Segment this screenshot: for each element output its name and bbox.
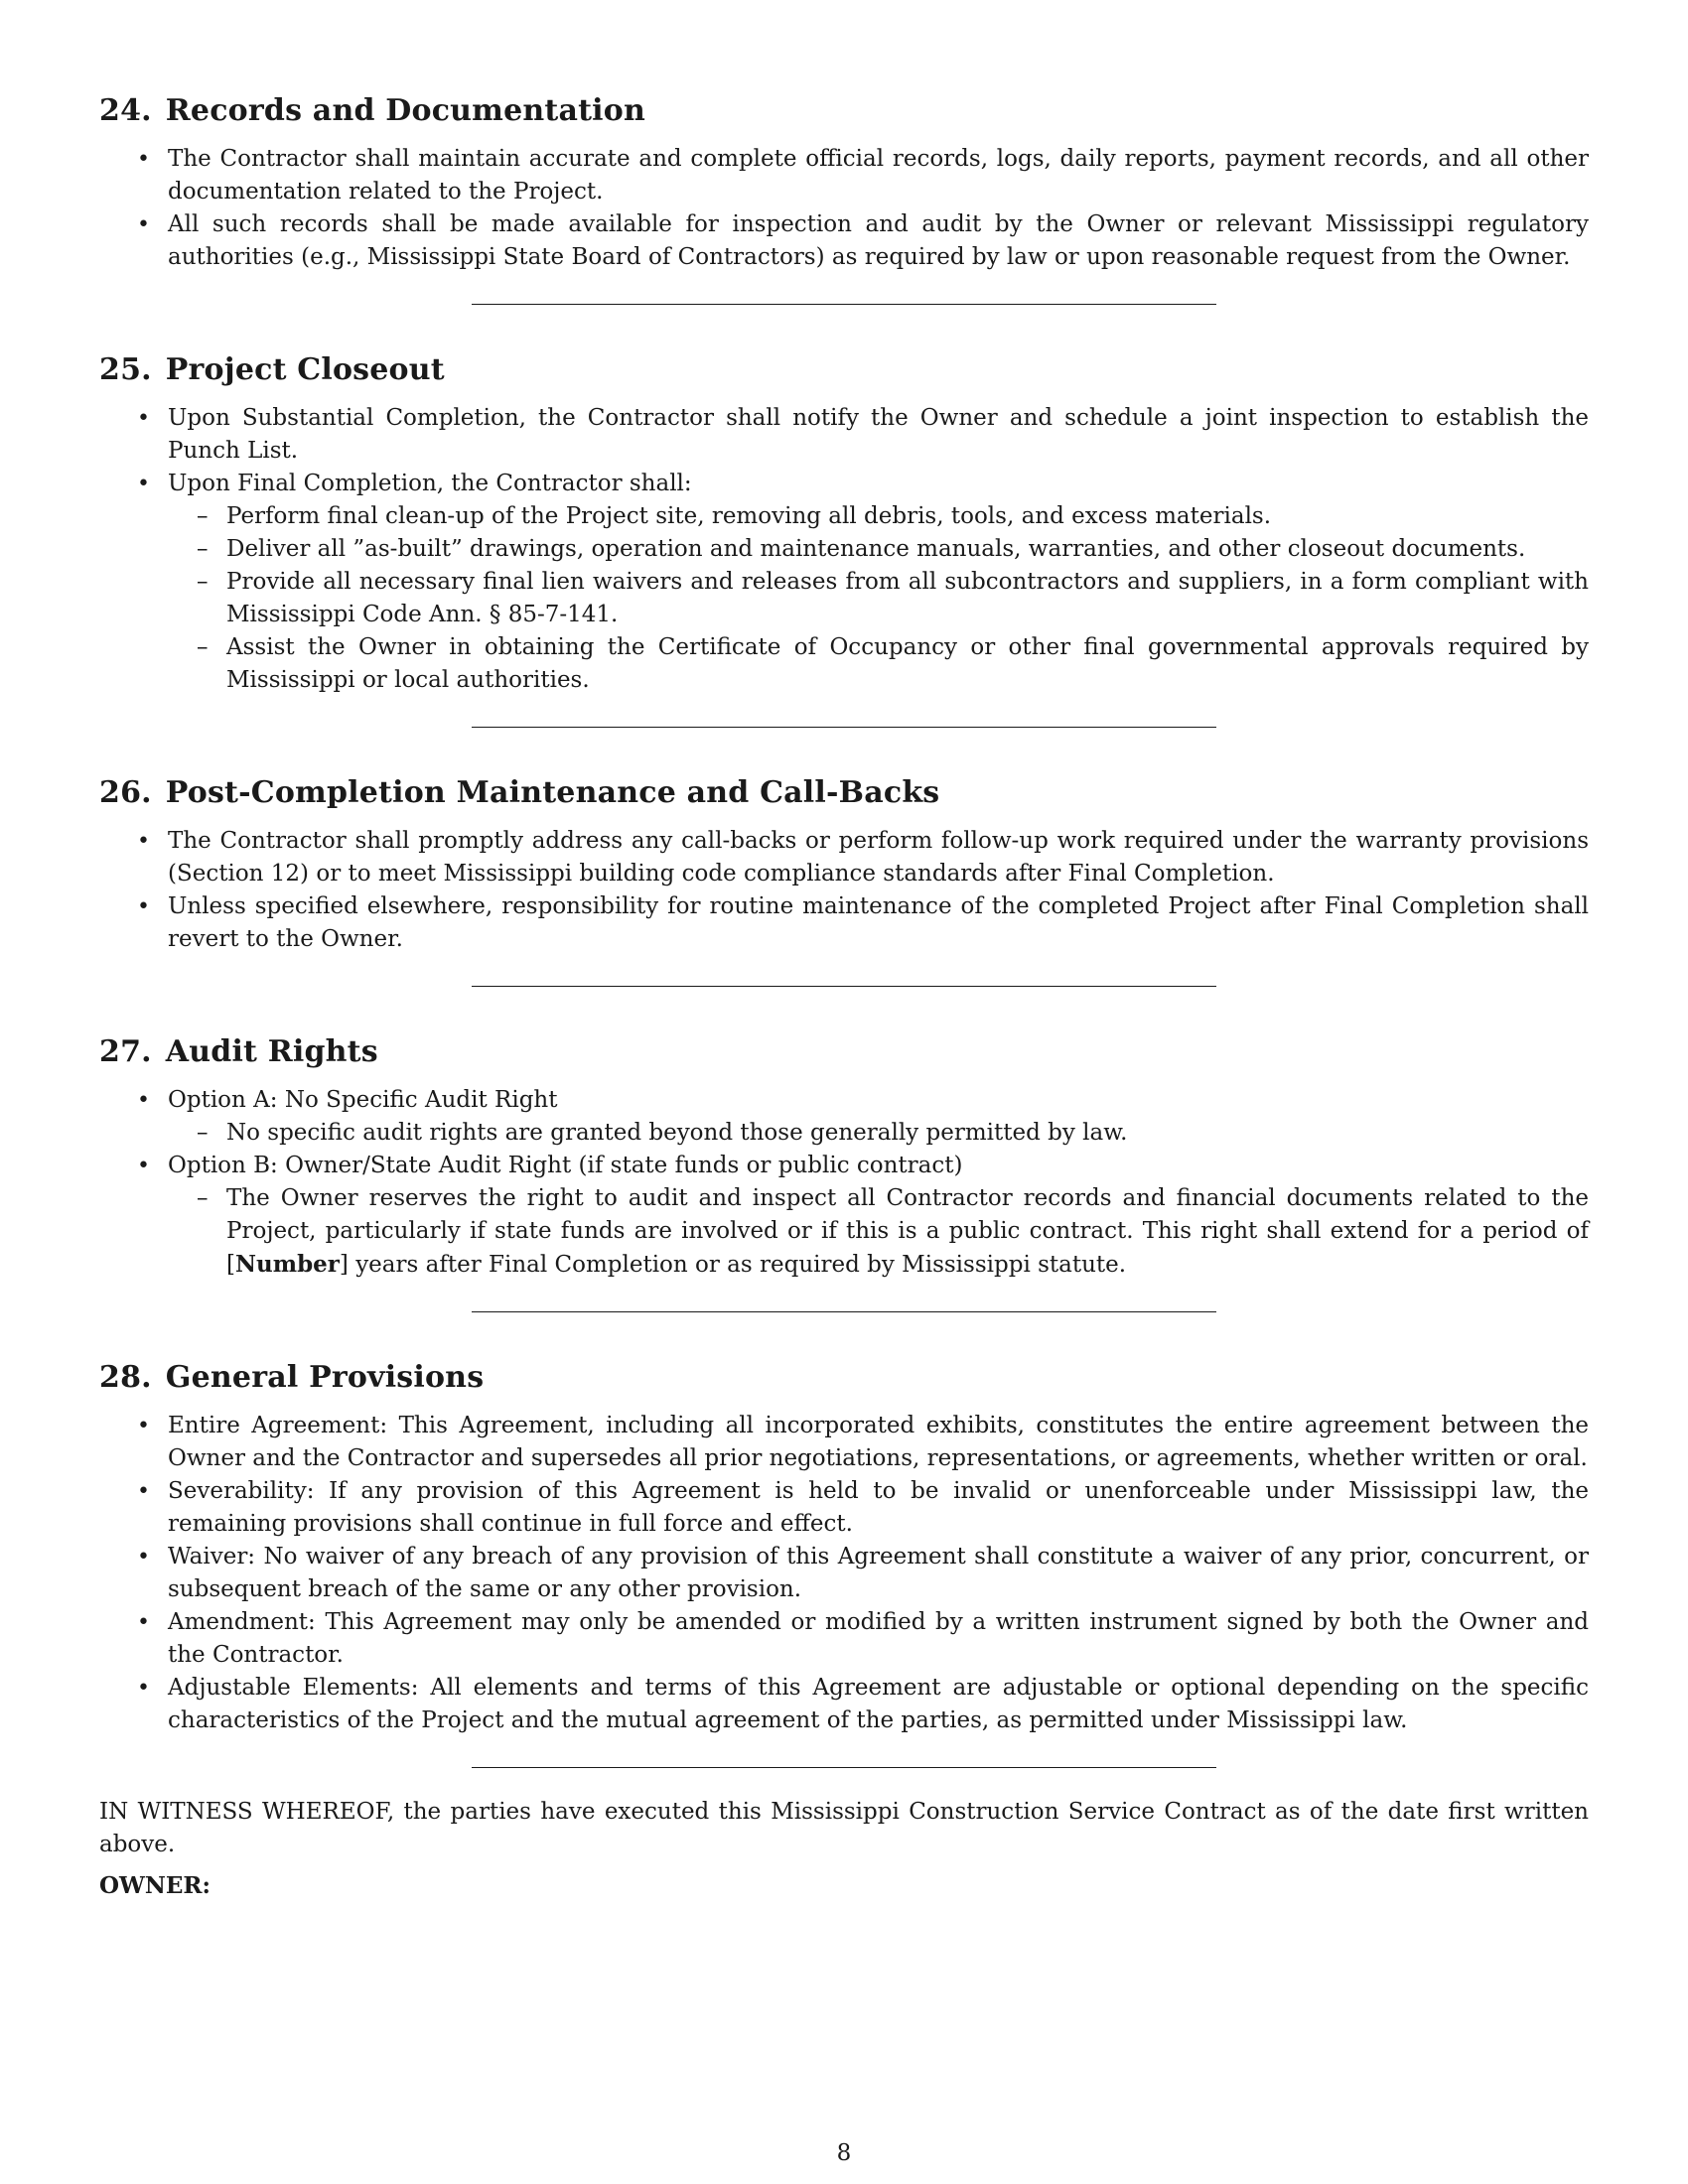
sub-list [99,1182,1589,1282]
list-item: • Adjustable Elements: All elements and terms of this Agreement are adjustable or optional depending on the specific characteristics of the Project and the mutual agreement of the parties, as permitted under Mississippi law. [99,1672,1589,1737]
sub-list [99,1117,1589,1150]
bullet-list [99,402,1589,697]
sub-list-item: – Deliver all ”as-built” drawings, operation and maintenance manuals, warranties, and other closeout documents. [168,533,1589,566]
section-26 [99,773,1589,956]
bullet-list [99,825,1589,956]
bullet-list [99,1410,1589,1737]
section-27 [99,1032,1589,1282]
owner-signature-label: OWNER: [99,1872,211,1899]
sub-list-item: – Provide all necessary final lien waivers and releases from all subcontractors and suppliers, in a form compliant with Mississippi Code Ann. § 85-7-141. [168,566,1589,631]
section-title: Post-Completion Maintenance and Call-Backs [165,775,940,810]
sub-list-item [168,1182,1589,1282]
list-item: • All such records shall be made available for inspection and audit by the Owner or relevant Mississippi regulatory authorities (e.g., Mississippi State Board of Contractors) as required by law or upon reasonable request from the Owner. [99,208,1589,274]
page-number: 8 [836,2140,852,2166]
section-25 [99,350,1589,697]
list-item: • The Contractor shall promptly address any call-backs or perform follow-up work required under the warranty provisions (Section 12) or to meet Mississippi building code compliance standards after Final Completion. [99,825,1589,890]
sub-list-item: – Perform final clean-up of the Project site, removing all debris, tools, and excess materials. [168,500,1589,533]
section-divider [472,986,1216,987]
list-item: • Waiver: No waiver of any breach of any provision of this Agreement shall constitute a waiver of any prior, concurrent, or subsequent breach of the same or any other provision. [99,1541,1589,1606]
section-number: 25. [99,352,152,387]
list-item: • Entire Agreement: This Agreement, including all incorporated exhibits, constitutes the entire agreement between the Owner and the Contractor and supersedes all prior negotiations, representations, or agreements, whether written or oral. [99,1410,1589,1475]
list-item: • Amendment: This Agreement may only be amended or modified by a written instrument signed by both the Owner and the Contractor. [99,1606,1589,1672]
sub-item-text: The Owner reserves the right to audit and inspect all Contractor records and financial documents related to the Project, particularly if state funds are involved or if this is a public contract. This right shall extend for a period of [ [226,1185,1589,1278]
number-placeholder: Number [234,1251,340,1278]
section-number: 26. [99,775,152,810]
witness-clause: IN WITNESS WHEREOF, the parties have executed this Mississippi Construction Service Contract as of the date first written above. [99,1799,1589,1857]
option-a-label: Option A: No Specific Audit Right [168,1087,558,1113]
section-heading [99,350,1589,390]
section-divider [472,304,1216,305]
section-heading [99,1032,1589,1072]
list-item: • The Contractor shall maintain accurate and complete official records, logs, daily reports, payment records, and all other documentation related to the Project. [99,143,1589,208]
section-number: 24. [99,93,152,128]
section-28 [99,1358,1589,1737]
list-item [99,468,1589,697]
bullet-list [99,143,1589,274]
bullet-list [99,1084,1589,1282]
section-heading [99,91,1589,131]
section-number: 27. [99,1034,152,1069]
list-item [99,1150,1589,1282]
list-item: • Unless specified elsewhere, responsibility for routine maintenance of the completed Project after Final Completion shall revert to the Owner. [99,890,1589,956]
list-item: • Upon Substantial Completion, the Contractor shall notify the Owner and schedule a joint inspection to establish the Punch List. [99,402,1589,468]
sub-list [99,500,1589,697]
section-title: Project Closeout [165,352,445,387]
section-title: General Provisions [165,1360,485,1395]
list-item: • Severability: If any provision of this Agreement is held to be invalid or unenforceable under Mississippi law, the remaining provisions shall continue in full force and effect. [99,1475,1589,1541]
section-divider [472,1311,1216,1312]
section-title: Records and Documentation [165,93,645,128]
section-heading [99,773,1589,813]
section-title: Audit Rights [165,1034,378,1069]
document-page [99,91,1589,1902]
option-b-label: Option B: Owner/State Audit Right (if state funds or public contract) [168,1153,963,1178]
section-number: 28. [99,1360,152,1395]
section-divider [472,727,1216,728]
sub-list-item: – Assist the Owner in obtaining the Certificate of Occupancy or other final governmental approvals required by Mississippi or local authorities. [168,631,1589,697]
list-item-text: Upon Final Completion, the Contractor shall: [168,471,692,496]
sub-list-item: – No specific audit rights are granted beyond those generally permitted by law. [168,1117,1589,1150]
section-24 [99,91,1589,274]
sub-item-text: ] years after Final Completion or as required by Mississippi statute. [339,1252,1127,1278]
list-item [99,1084,1589,1150]
section-divider [472,1767,1216,1768]
section-heading [99,1358,1589,1398]
